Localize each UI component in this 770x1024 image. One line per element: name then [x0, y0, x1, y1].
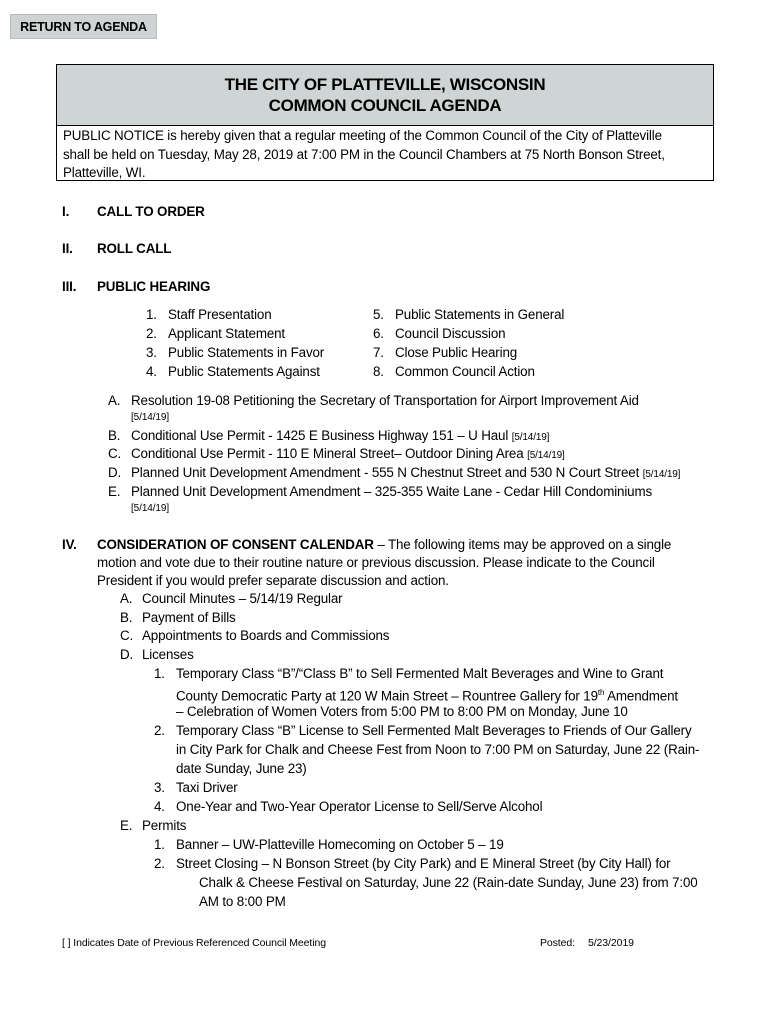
consent-item-letter: B. [120, 610, 133, 625]
license-item-line: Temporary Class “B”/“Class B” to Sell Fermented Malt Beverages and Wine to Grant [176, 666, 664, 681]
hearing-item-text: Planned Unit Development Amendment – 325-355 Waite Lane - Cedar Hill Condominiums [131, 484, 653, 499]
step-label: Close Public Hearing [395, 345, 518, 360]
step-label: Council Discussion [395, 326, 506, 341]
license-item-line: County Democratic Party at 120 W Main Street – Rountree Gallery for 19th Amendment [176, 688, 678, 704]
hearing-item-date: [5/14/19] [527, 450, 565, 461]
public-notice [57, 126, 713, 184]
section-4-number: IV. [62, 537, 77, 552]
return-to-agenda-button[interactable]: RETURN TO AGENDA [10, 14, 157, 39]
section-4-intro-line-3: President if you would prefer separate discussion and action. [97, 573, 449, 588]
section-1-title: CALL TO ORDER [97, 204, 205, 219]
notice-line-1: PUBLIC NOTICE is hereby given that a regular meeting of the Common Council of the City of Platteville [63, 128, 662, 143]
notice-line-3: Platteville, WI. [63, 165, 146, 180]
consent-item-text: Licenses [142, 647, 194, 662]
section-4-title: CONSIDERATION OF CONSENT CALENDAR [97, 537, 374, 552]
posted-date: 5/23/2019 [588, 937, 634, 949]
section-3-number: III. [62, 279, 77, 294]
license-item-number: 3. [154, 780, 165, 795]
step-label: Common Council Action [395, 364, 535, 379]
consent-item-letter: D. [120, 647, 134, 662]
agenda-header [56, 64, 714, 181]
permit-item-line: Street Closing – N Bonson Street (by City Park) and E Mineral Street (by City Hall) for [176, 856, 671, 871]
consent-item-text: Appointments to Boards and Commissions [142, 628, 390, 643]
consent-item-text: Payment of Bills [142, 610, 236, 625]
hearing-item-text: Conditional Use Permit - 1425 E Business Highway 151 – U Haul [5/14/19] [131, 428, 550, 443]
step-number: 7. [373, 345, 384, 360]
step-number: 5. [373, 307, 384, 322]
consent-item-letter: C. [120, 628, 134, 643]
hearing-item-text: Conditional Use Permit - 110 E Mineral Street– Outdoor Dining Area [5/14/19] [131, 446, 565, 461]
notice-line-2: shall be held on Tuesday, May 28, 2019 at 7:00 PM in the Council Chambers at 75 North Bonson Street, [63, 146, 665, 162]
hearing-item-date: [5/14/19] [642, 469, 681, 480]
step-number: 4. [146, 364, 157, 379]
section-3-title: PUBLIC HEARING [97, 279, 211, 294]
license-item-number: 2. [154, 723, 165, 738]
consent-item-text: Permits [142, 818, 187, 833]
permit-item-line: AM to 8:00 PM [199, 894, 286, 909]
section-4-intro-line-2: motion and vote due to their routine nature or previous discussion. Please indicate to the Council [97, 555, 655, 570]
step-label: Public Statements in General [395, 307, 565, 322]
license-item-number: 4. [154, 799, 165, 814]
license-item-line: – Celebration of Women Voters from 5:00 PM to 8:00 PM on Monday, June 10 [176, 704, 628, 719]
hearing-item-date: [5/14/19] [131, 503, 170, 514]
step-label: Public Statements Against [168, 364, 320, 379]
license-item-line: Taxi Driver [176, 780, 238, 795]
posted-label: Posted: [540, 937, 575, 949]
permit-item-number: 1. [154, 837, 165, 852]
title-line-2: COMMON COUNCIL AGENDA [268, 96, 502, 115]
hearing-item-letter: B. [108, 428, 121, 443]
permit-item-number: 2. [154, 856, 165, 871]
permit-item-line: Chalk & Cheese Festival on Saturday, June 22 (Rain-date Sunday, June 23) from 7:00 [199, 875, 698, 890]
step-label: Staff Presentation [168, 307, 272, 322]
section-1-number: I. [62, 204, 70, 219]
hearing-item-date: [5/14/19] [131, 412, 170, 423]
hearing-item-letter: A. [108, 393, 121, 408]
license-item-line: One-Year and Two-Year Operator License to Sell/Serve Alcohol [176, 799, 543, 814]
permit-item-line: Banner – UW-Platteville Homecoming on October 5 – 19 [176, 837, 504, 852]
license-item-line: date Sunday, June 23) [176, 761, 307, 776]
agenda-title [57, 65, 713, 126]
license-item-line: Temporary Class “B” License to Sell Fermented Malt Beverages to Friends of Our Gallery [176, 723, 692, 738]
hearing-item-letter: D. [108, 465, 122, 480]
step-number: 1. [146, 307, 157, 322]
hearing-item-text: Resolution 19-08 Petitioning the Secretary of Transportation for Airport Improvement Aid [131, 393, 639, 408]
footer-note: [ ] Indicates Date of Previous Referenced Council Meeting [62, 937, 326, 949]
section-4-intro-line-1: CONSIDERATION OF CONSENT CALENDAR – The following items may be approved on a single [97, 537, 672, 552]
section-2-number: II. [62, 241, 73, 256]
hearing-item-date: [5/14/19] [511, 432, 550, 443]
step-label: Public Statements in Favor [168, 345, 325, 360]
consent-item-letter: A. [120, 591, 133, 606]
license-item-number: 1. [154, 666, 165, 681]
license-item-line: in City Park for Chalk and Cheese Fest from Noon to 7:00 PM on Saturday, June 22 (Rain- [176, 742, 700, 757]
step-number: 6. [373, 326, 384, 341]
step-label: Applicant Statement [168, 326, 285, 341]
step-number: 2. [146, 326, 157, 341]
hearing-item-letter: C. [108, 446, 122, 461]
title-line-1: THE CITY OF PLATTEVILLE, WISCONSIN [224, 75, 546, 94]
consent-item-text: Council Minutes – 5/14/19 Regular [142, 591, 343, 606]
section-2-title: ROLL CALL [97, 241, 172, 256]
hearing-item-text: Planned Unit Development Amendment - 555 N Chestnut Street and 530 N Court Street [5/14/19] [131, 465, 681, 480]
step-number: 3. [146, 345, 157, 360]
consent-item-letter: E. [120, 818, 133, 833]
hearing-item-letter: E. [108, 484, 121, 499]
step-number: 8. [373, 364, 384, 379]
